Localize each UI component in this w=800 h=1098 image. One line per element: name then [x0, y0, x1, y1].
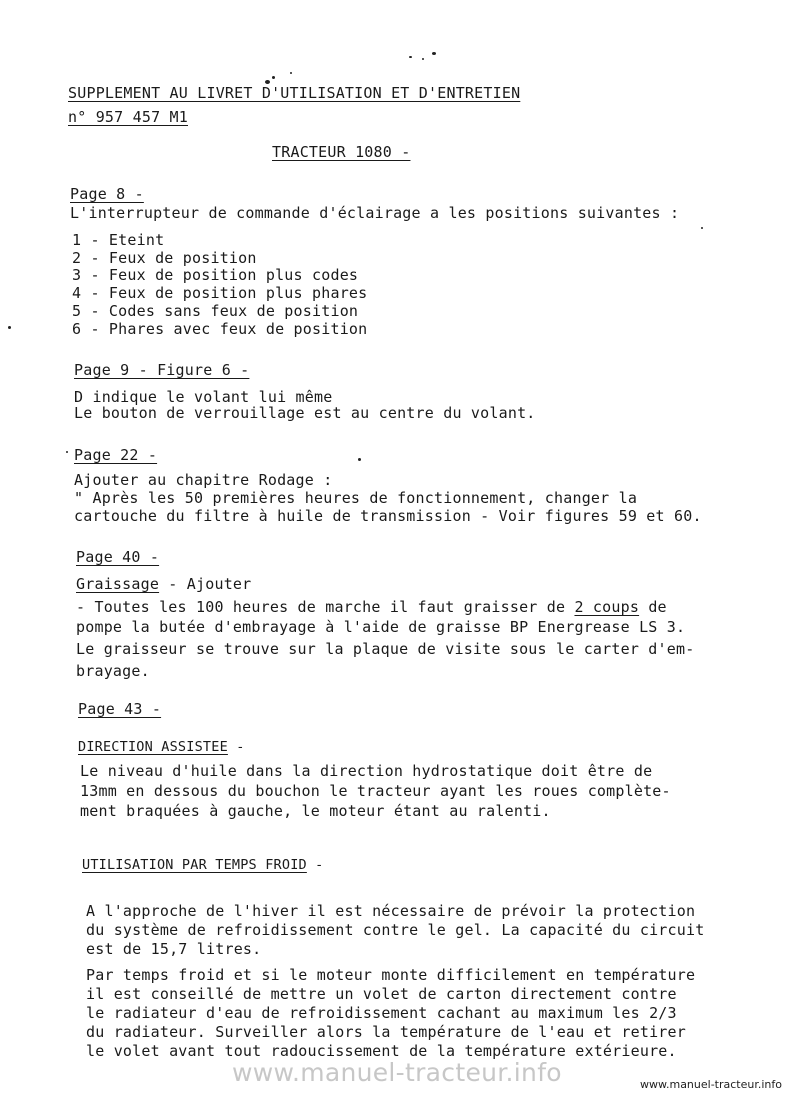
cold-weather-heading	[82, 856, 324, 874]
page40-line-end: de	[639, 598, 667, 616]
graissage-label: Graissage	[76, 575, 160, 593]
header-reference-number: n° 957 457 M1	[68, 108, 188, 126]
list-item: 5 - Codes sans feux de position	[72, 302, 359, 320]
list-item: 4 - Feux de position plus phares	[72, 284, 368, 302]
cold-weather-line: le volet avant tout radoucissement de la température extérieure.	[86, 1042, 677, 1060]
cold-weather-line: du système de refroidissement contre le gel. La capacité du circuit	[86, 921, 705, 939]
page40-subheading	[76, 575, 251, 593]
scan-speck	[8, 326, 11, 329]
page8-intro: L'interrupteur de commande d'éclairage a les positions suivantes :	[70, 204, 680, 222]
scan-speck	[272, 76, 275, 79]
cold-weather-suffix: -	[306, 857, 324, 873]
page40-line: brayage.	[76, 662, 150, 680]
list-item: 3 - Feux de position plus codes	[72, 266, 359, 284]
scan-speck	[432, 52, 436, 55]
page9-line: Le bouton de verrouillage est au centre du volant.	[74, 404, 536, 422]
cold-weather-line: du radiateur. Surveiller alors la température de l'eau et retirer	[86, 1023, 686, 1041]
scan-speck	[290, 72, 292, 74]
cold-weather-title: UTILISATION PAR TEMPS FROID	[82, 857, 307, 873]
cold-weather-line: il est conseillé de mettre un volet de carton directement contre	[86, 985, 677, 1003]
section-heading-page-8: Page 8 -	[70, 185, 144, 203]
page43-line: 13mm en dessous du bouchon le tracteur ayant les roues complète-	[80, 782, 671, 800]
cold-weather-line: est de 15,7 litres.	[86, 940, 262, 958]
scan-speck	[66, 451, 68, 453]
page40-line: pompe la butée d'embrayage à l'aide de graisse BP Energrease LS 3.	[76, 618, 686, 636]
scan-speck	[358, 458, 361, 461]
list-item: 2 - Feux de position	[72, 249, 257, 267]
cold-weather-line: A l'approche de l'hiver il est nécessaire de prévoir la protection	[86, 902, 696, 920]
section-heading-page-40: Page 40 -	[76, 548, 160, 566]
page22-line: Ajouter au chapitre Rodage :	[74, 471, 333, 489]
page9-line: D indique le volant lui même	[74, 388, 333, 406]
direction-assistee-label: DIRECTION ASSISTEE	[78, 739, 228, 755]
site-watermark: www.manuel-tracteur.info	[232, 1058, 562, 1087]
list-item: 1 - Eteint	[72, 231, 165, 249]
list-item: 6 - Phares avec feux de position	[72, 320, 368, 338]
direction-assistee-suffix: -	[227, 739, 245, 755]
section-heading-page-22: Page 22 -	[74, 446, 158, 464]
page40-highlight: 2 coups	[574, 598, 640, 616]
scan-speck	[409, 56, 412, 58]
graissage-suffix: - Ajouter	[159, 575, 252, 593]
cold-weather-line: le radiateur d'eau de refroidissement cachant au maximum les 2/3	[86, 1004, 677, 1022]
page40-line-start: - Toutes les 100 heures de marche il faut graisser de	[76, 598, 575, 616]
section-heading-page-9: Page 9 - Figure 6 -	[74, 361, 250, 379]
page43-line: ment braquées à gauche, le moteur étant au ralenti.	[80, 802, 551, 820]
cold-weather-line: Par temps froid et si le moteur monte difficilement en température	[86, 966, 696, 984]
scan-speck	[701, 227, 703, 229]
scan-speck	[422, 58, 424, 60]
page40-line: Le graisseur se trouve sur la plaque de visite sous le carter d'em-	[76, 640, 695, 658]
header-supplement-line: SUPPLEMENT AU LIVRET D'UTILISATION ET D'ENTRETIEN	[68, 84, 521, 102]
page43-line: Le niveau d'huile dans la direction hydrostatique doit être de	[80, 762, 653, 780]
page43-subheading	[78, 738, 245, 756]
site-url-footer: www.manuel-tracteur.info	[640, 1078, 782, 1091]
page22-line: " Après les 50 premières heures de fonctionnement, changer la	[74, 489, 638, 507]
document-title: TRACTEUR 1080 -	[272, 143, 411, 161]
section-heading-page-43: Page 43 -	[78, 700, 162, 718]
page22-line: cartouche du filtre à huile de transmission - Voir figures 59 et 60.	[74, 507, 702, 525]
page40-line	[76, 598, 667, 616]
